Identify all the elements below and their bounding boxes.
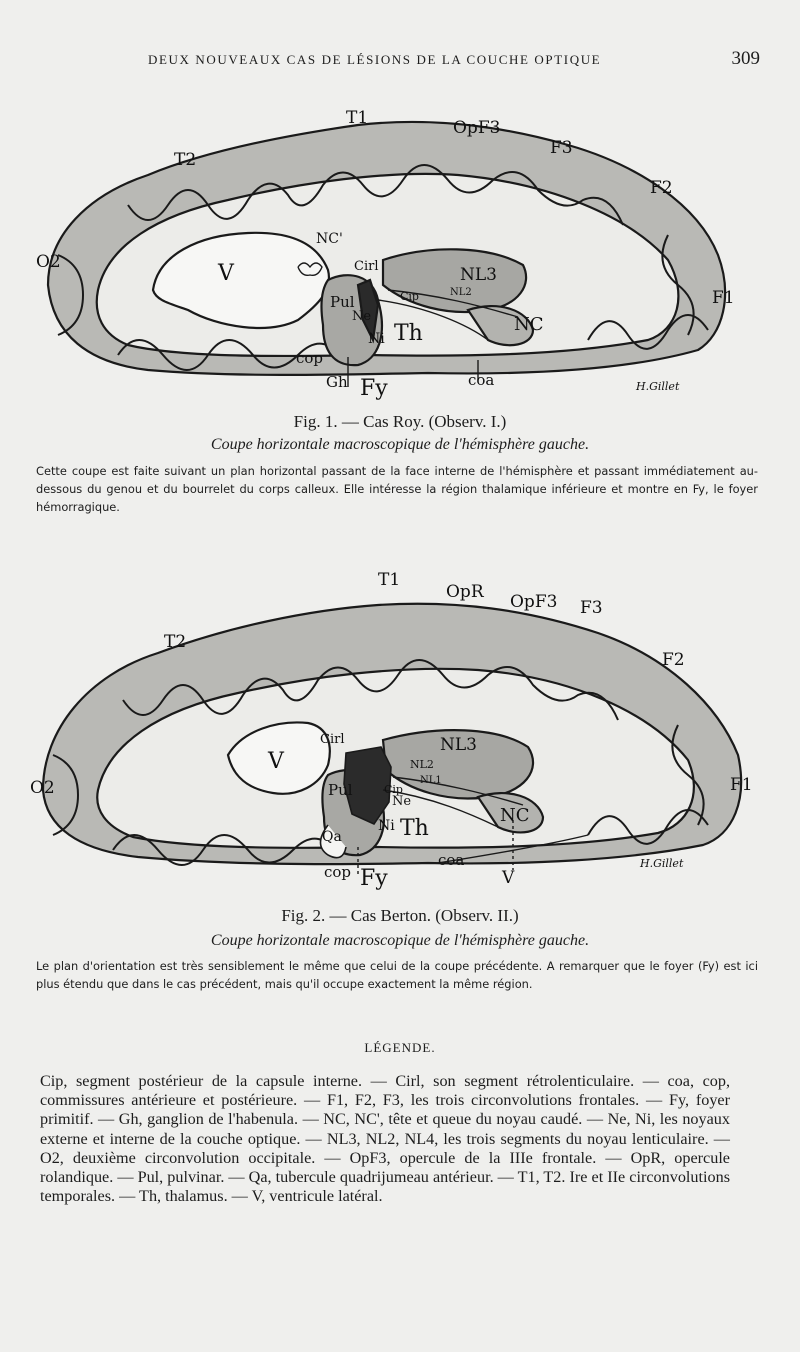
fig1-caption-text: Cette coupe est faite suivant un plan horizontal passant de la face interne de l'hémisphère et passant immédiatement au-dessous du genou et du bourrelet du corps calleux. Elle intéresse la région thalamique inférieure et montre en Fy, le foyer hémorragique. xyxy=(36,464,758,514)
figure-1 xyxy=(28,95,772,405)
fig2-label-coa: coa xyxy=(438,851,465,869)
fig2-label-NL2: NL2 xyxy=(410,758,434,771)
fig2-label-NC: NC xyxy=(500,805,530,826)
fig2-caption-text: Le plan d'orientation est très sensiblement le même que celui de la coupe précédente. A remarquer que le foyer (Fy) est ici plus étendu que dans le cas précédent, mais qu'il occupe exactement la même région. xyxy=(36,959,758,991)
fig1-label-V: V xyxy=(218,261,234,286)
fig1-signature: H.Gillet xyxy=(636,380,680,393)
fig2-label-V: V xyxy=(268,749,284,774)
legend-heading: LÉGENDE. xyxy=(364,1040,436,1055)
fig2-label-F3: F3 xyxy=(580,598,603,618)
fig1-caption-subtitle: Coupe horizontale macroscopique de l'hémisphère gauche. xyxy=(210,436,590,453)
figure-2 xyxy=(28,565,772,895)
fig2-label-cop: cop xyxy=(324,863,352,881)
legend-text: Cip, segment postérieur de la capsule interne. — Cirl, son segment rétrolenticulaire. — coa, cop, commissures antérieure et postérieure. — F1, F2, F3, les trois circonvolutions frontales. — Fy, foyer primitif. — Gh, ganglion de l'habenula. — NC, NC', tête et queue du noyau caudé. — Ne, Ni, les noyaux externe et interne de la couche optique. — NL3, NL2, NL4, les trois segments du noyau lenticulaire. — O2, deuxième circonvolution occipitale. — OpF3, opercule de la IIIe frontale. — OpR, opercule rolandique. — Pul, pulvinar. — Qa, tubercule quadrijumeau antérieur. — T1, T2. Ire et IIe circonvolutions temporales. — Th, thalamus. — V, ventricule latéral. xyxy=(40,1072,730,1206)
fig2-label-OpF3: OpF3 xyxy=(510,592,558,612)
fig1-label-NCprime: NC' xyxy=(316,231,343,247)
fig2-label-Ne: Ne xyxy=(392,794,412,809)
figure-1-drawing xyxy=(28,95,772,405)
fig2-label-Cip: Cip xyxy=(384,783,403,796)
fig2-label-NL3: NL3 xyxy=(440,735,477,755)
fig2-label-Fy: Fy xyxy=(360,866,388,891)
fig2-label-Pul: Pul xyxy=(328,781,353,799)
fig2-label-F2: F2 xyxy=(662,650,685,670)
fig2-label-OpR: OpR xyxy=(446,582,484,602)
fig1-caption-title: Fig. 1. — Cas Roy. (Observ. I.) xyxy=(293,412,507,431)
fig2-label-Qa: Qa xyxy=(322,829,342,845)
fig1-label-Cirl: Cirl xyxy=(354,259,379,274)
fig1-label-Ne: Ne xyxy=(352,309,372,324)
running-title: DEUX NOUVEAUX CAS DE LÉSIONS DE LA COUCHE OPTIQUE xyxy=(148,52,602,67)
fig1-label-Pul: Pul xyxy=(330,293,355,311)
fig1-label-O2: O2 xyxy=(36,252,61,272)
fig2-caption-title: Fig. 2. — Cas Berton. (Observ. II.) xyxy=(281,906,519,925)
fig2-label-T2: T2 xyxy=(164,632,187,652)
fig2-caption-subtitle: Coupe horizontale macroscopique de l'hémisphère gauche. xyxy=(210,932,590,949)
fig1-label-T1: T1 xyxy=(346,108,369,128)
running-head xyxy=(40,48,760,72)
fig1-label-NL3: NL3 xyxy=(460,265,497,285)
fig2-label-Ni: Ni xyxy=(378,818,395,834)
fig2-label-T1: T1 xyxy=(378,570,401,590)
fig1-label-NL2: NL2 xyxy=(450,287,472,298)
fig1-label-Th: Th xyxy=(394,321,423,346)
fig1-label-F1: F1 xyxy=(712,288,735,308)
fig2-label-Cirl: Cirl xyxy=(320,732,345,747)
fig2-label-F1: F1 xyxy=(730,775,753,795)
fig1-label-Fy: Fy xyxy=(360,376,388,401)
fig2-label-V-lower: V xyxy=(502,868,515,888)
fig1-label-cop: cop xyxy=(296,349,324,367)
fig1-label-Gh: Gh xyxy=(326,373,348,391)
fig1-label-F2: F2 xyxy=(650,178,673,198)
fig2-label-Th: Th xyxy=(400,816,429,841)
fig2-label-NL1: NL1 xyxy=(420,775,442,786)
fig1-label-Ni: Ni xyxy=(368,331,385,347)
fig1-label-NC: NC xyxy=(514,314,544,335)
fig1-label-T2: T2 xyxy=(174,150,197,170)
figure-2-drawing xyxy=(28,565,772,895)
fig1-label-Cip: Cip xyxy=(400,290,419,303)
fig1-label-OpF3: OpF3 xyxy=(453,118,501,138)
fig2-label-O2: O2 xyxy=(30,778,55,798)
fig1-label-coa: coa xyxy=(468,371,495,389)
page-number: 309 xyxy=(731,48,760,69)
fig2-signature: H.Gillet xyxy=(640,857,684,870)
fig1-label-F3: F3 xyxy=(550,138,573,158)
